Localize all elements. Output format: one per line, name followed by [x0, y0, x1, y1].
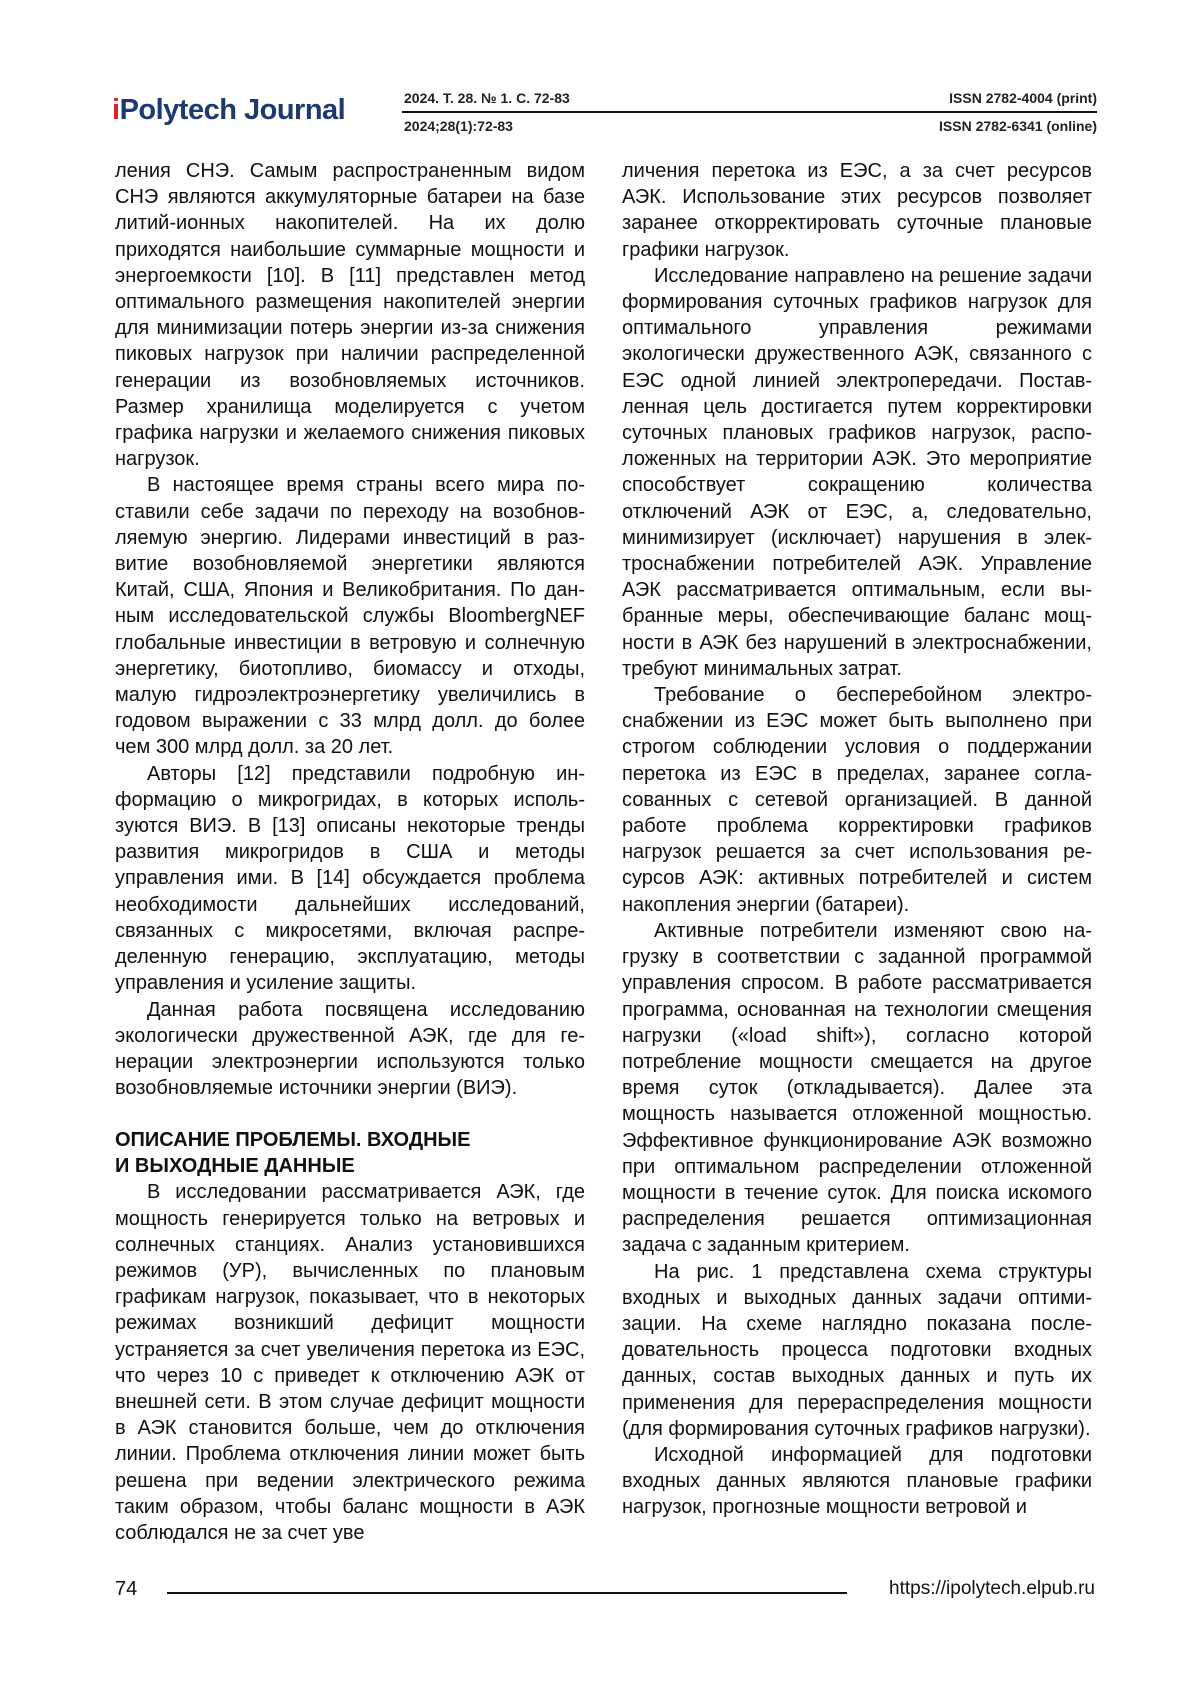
- logo-text: Polytech Journal: [119, 94, 346, 126]
- journal-url[interactable]: https://ipolytech.elpub.ru: [889, 1578, 1095, 1599]
- paragraph: Исходной информацией для подготовки входных данных являются плановые графики нагрузок, прогнозные мощности ветровой и: [622, 1443, 1092, 1519]
- paragraph: ления СНЭ. Самым распространенным видом СНЭ являются аккумуляторные батареи на базе литий-ионных накопителей. На их долю приходятся наибольшие суммарные мощности и энергоемкости [10]. В [11] представлен метод оптимального размещения накопителей энергии для минимизации потерь энергии из-за снижения пиковых нагрузок при наличии распределенной генерации из возобновляемых источников. Размер хранилища моделируется с учетом графика нагрузки и желаемого снижения пиковых нагрузок.: [115, 160, 585, 471]
- paragraph: На рис. 1 представлена схема структуры входных и выходных данных задачи оптимизации. На схеме наглядно показана последовательность процесса подготовки входных данных, состав выходных данных и путь их применения для перераспределения мощности (для формирования суточных графиков нагрузки).: [622, 1260, 1092, 1440]
- footer-rule: [167, 1592, 847, 1594]
- paragraph: Активные потребители изменяют свою нагрузку в соответствии с заданной программой управления спросом. В работе рассматривается программа, основанная на технологии смещения нагрузки («load shift»), согласно которой потребление мощности смещается на другое время суток (откладывается). Далее эта мощность называется отложенной мощностью. Эффективное функционирование АЭК возможно при оптимальном распределении отложенной мощности в течение суток. Для поиска искомого распределения решается оптимизационная задача с заданным критерием.: [622, 919, 1092, 1257]
- citation-en: 2024;28(1):72-83: [404, 118, 513, 134]
- citation-ru: 2024. Т. 28. № 1. С. 72-83: [404, 90, 570, 106]
- issn-print: ISSN 2782-4004 (print): [949, 90, 1097, 106]
- journal-logo: [112, 94, 345, 127]
- section-heading: [115, 1127, 585, 1179]
- section-heading-line1: ОПИСАНИЕ ПРОБЛЕМЫ. ВХОДНЫЕ: [115, 1129, 471, 1152]
- header-rule: [402, 111, 1097, 113]
- page-header: [112, 88, 1097, 138]
- issn-online: ISSN 2782-6341 (online): [939, 118, 1097, 134]
- left-column: [115, 158, 585, 1546]
- page-footer: [115, 1578, 1095, 1608]
- paragraph: Данная работа посвящена исследованию экологически дружественной АЭК, где для генерации электроэнергии используются только возобновляемые источники энергии (ВИЭ).: [115, 998, 585, 1100]
- right-column: [622, 158, 1092, 1521]
- paragraph: Авторы [12] представили подробную информацию о микрогридах, в которых используются ВИЭ. В [13] описаны некоторые тренды развития микрогридов в США и методы управления ими. В [14] обсуждается проблема необходимости дальнейших исследований, связанных с микросетями, включая распределенную генерацию, эксплуатацию, методы управления и усиление защиты.: [115, 762, 585, 995]
- paragraph: личения перетока из ЕЭС, а за счет ресурсов АЭК. Использование этих ресурсов позволяет заранее откорректировать суточные плановые графики нагрузок.: [622, 160, 1092, 261]
- paragraph: В исследовании рассматривается АЭК, где мощность генерируется только на ветровых и солнечных станциях. Анализ установившихся режимов (УР), вычисленных по плановым графикам нагрузок, показывает, что в некоторых режимах возникший дефицит мощности устраняется за счет увеличения перетока из ЕЭС, что через 10 с приведет к отключению АЭК от внешней сети. В этом случае дефицит мощности в АЭК становится больше, чем до отключения линии. Проблема отключения линии может быть решена при ведении электрического режима таким образом, чтобы баланс мощности в АЭК соблюдался не за счет уве: [115, 1181, 585, 1544]
- paragraph: В настоящее время страны всего мира поставили себе задачи по переходу на возобновляемую энергию. Лидерами инвестиций в развитие возобновляемой энергетики являются Китай, США, Япония и Великобритания. По данным исследовательской службы BloombergNEF глобальные инвестиции в ветровую и солнечную энергетику, биотопливо, биомассу и отходы, малую гидроэлектроэнергетику увеличились в годовом выражении с 33 млрд долл. до более чем 300 млрд долл. за 20 лет.: [115, 474, 585, 759]
- logo-i: i: [112, 94, 120, 126]
- section-heading-line2: И ВЫХОДНЫЕ ДАННЫЕ: [115, 1155, 355, 1178]
- paragraph: Исследование направлено на решение задачи формирования суточных графиков нагрузок для оптимального управления режимами экологически дружественного АЭК, связанного с ЕЭС одной линией электропередачи. Поставленная цель достигается путем корректировки суточных плановых графиков нагрузок, расположенных на территории АЭК. Это мероприятие способствует сокращению количества отключений АЭК от ЕЭС, а, следовательно, минимизирует (исключает) нарушения в электроснабжении потребителей АЭК. Управление АЭК рассматривается оптимальным, если выбранные меры, обеспечивающие баланс мощности в АЭК без нарушений в электроснабжении, требуют минимальных затрат.: [622, 264, 1092, 680]
- paragraph: Требование о бесперебойном электроснабжении из ЕЭС может быть выполнено при строгом соблюдении условия о поддержании перетока из ЕЭС в пределах, заранее согласованных с сетевой организацией. В данной работе проблема корректировки графиков нагрузок решается за счет использования ресурсов АЭК: активных потребителей и систем накопления энергии (батареи).: [622, 684, 1092, 916]
- page-number: 74: [115, 1578, 138, 1600]
